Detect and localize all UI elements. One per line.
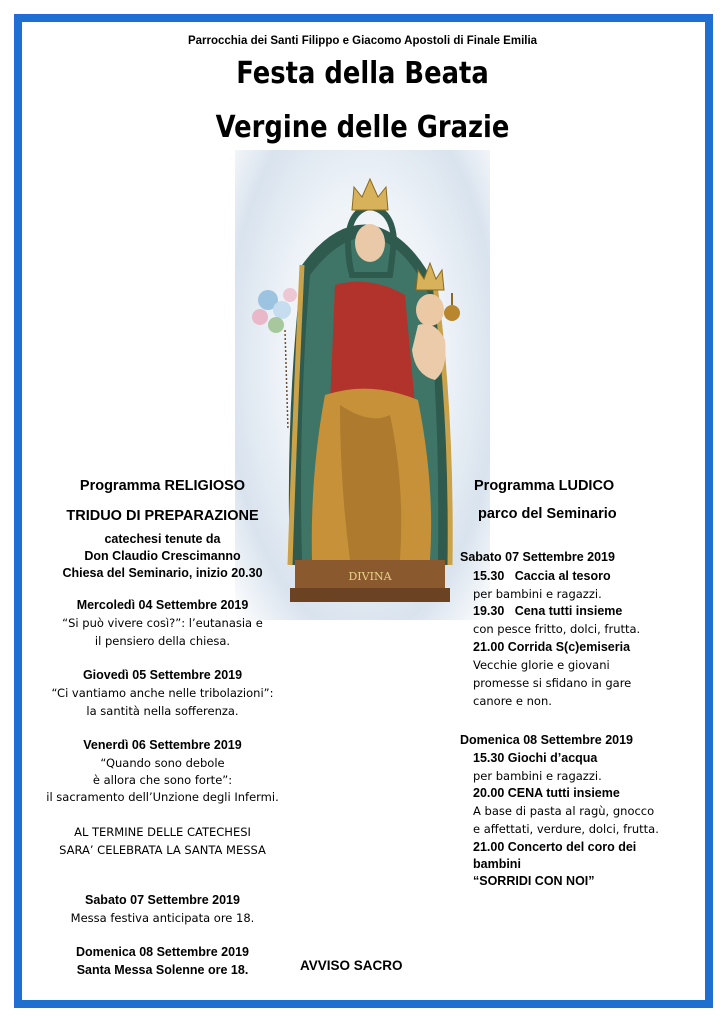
- ludico-event-desc: canore e non.: [473, 694, 552, 708]
- sabato-mass-text: Messa festiva anticipata ore 18.: [70, 911, 255, 925]
- ludico-event-desc: per bambini e ragazzi.: [473, 587, 602, 601]
- title-line-2: Vergine delle Grazie: [215, 110, 510, 145]
- ludico-event-desc: promesse si sfidano in gare: [473, 676, 632, 690]
- ludico-sabato-date: Sabato 07 Settembre 2019: [460, 550, 615, 564]
- event-date: Giovedì 05 Settembre 2019: [82, 668, 243, 682]
- event-date: Mercoledì 04 Settembre 2019: [76, 598, 249, 612]
- event-text: “Ci vantiamo anche nelle tribolazioni”:: [51, 686, 274, 700]
- concert-line-2: bambini: [473, 857, 521, 871]
- event-text: la santità nella sofferenza.: [86, 704, 239, 718]
- ludico-event-title: 19.30 Cena tutti insieme: [473, 604, 623, 618]
- ludico-domenica-date: Domenica 08 Settembre 2019: [460, 733, 634, 747]
- title-line-1: Festa della Beata: [236, 56, 489, 91]
- ludico-event-title: 21.00 Concerto del coro dei: [473, 840, 637, 854]
- event-text: “Quando sono debole: [100, 756, 225, 770]
- ludico-subheading: parco del Seminario: [478, 506, 617, 522]
- ludico-event-title: 20.00 CENA tutti insieme: [473, 786, 620, 800]
- ludico-event-desc: A base di pasta al ragù, gnocco: [473, 804, 655, 818]
- sabato-mass-date: Sabato 07 Settembre 2019: [85, 893, 240, 907]
- event-text: è allora che sono forte”:: [92, 773, 233, 787]
- ludico-event-title: 15.30 Caccia al tesoro: [473, 569, 611, 583]
- avviso-sacro: AVVISO SACRO: [300, 958, 403, 973]
- parish-name: Parrocchia dei Santi Filippo e Giacomo Apostoli di Finale Emilia: [187, 35, 538, 47]
- ludico-heading: Programma LUDICO: [474, 478, 615, 494]
- event-date: Venerdì 06 Settembre 2019: [83, 738, 242, 752]
- ludico-event-title: 15.30 Giochi d’acqua: [473, 751, 598, 765]
- religioso-intro-1: catechesi tenute da: [104, 532, 221, 546]
- concert-line-3: “SORRIDI CON NOI”: [473, 874, 595, 888]
- ludico-event-title: 21.00 Corrida S(c)emiseria: [473, 640, 631, 654]
- ludico-event-desc: e affettati, verdure, dolci, frutta.: [473, 822, 659, 836]
- statue-inscription: DIVINA: [348, 570, 392, 583]
- domenica-mass-date: Domenica 08 Settembre 2019: [75, 945, 249, 959]
- event-text: il pensiero della chiesa.: [94, 634, 231, 648]
- event-text: il sacramento dell’Unzione degli Infermi.: [46, 790, 279, 804]
- religioso-heading: Programma RELIGIOSO: [79, 478, 246, 494]
- domenica-mass-text: Santa Messa Solenne ore 18.: [76, 963, 249, 977]
- mass-notice-2: SARA’ CELEBRATA LA SANTA MESSA: [59, 843, 266, 857]
- religioso-intro-3: Chiesa del Seminario, inizio 20.30: [62, 566, 263, 580]
- religioso-subheading: TRIDUO DI PREPARAZIONE: [66, 508, 259, 524]
- event-text: “Si può vivere così?”: l’eutanasia e: [62, 616, 263, 630]
- ludico-event-desc: per bambini e ragazzi.: [473, 769, 602, 783]
- ludico-event-desc: con pesce fritto, dolci, frutta.: [473, 622, 641, 636]
- ludico-event-desc: Vecchie glorie e giovani: [473, 658, 610, 672]
- religioso-intro-2: Don Claudio Crescimanno: [84, 549, 241, 563]
- mass-notice-1: AL TERMINE DELLE CATECHESI: [74, 825, 251, 839]
